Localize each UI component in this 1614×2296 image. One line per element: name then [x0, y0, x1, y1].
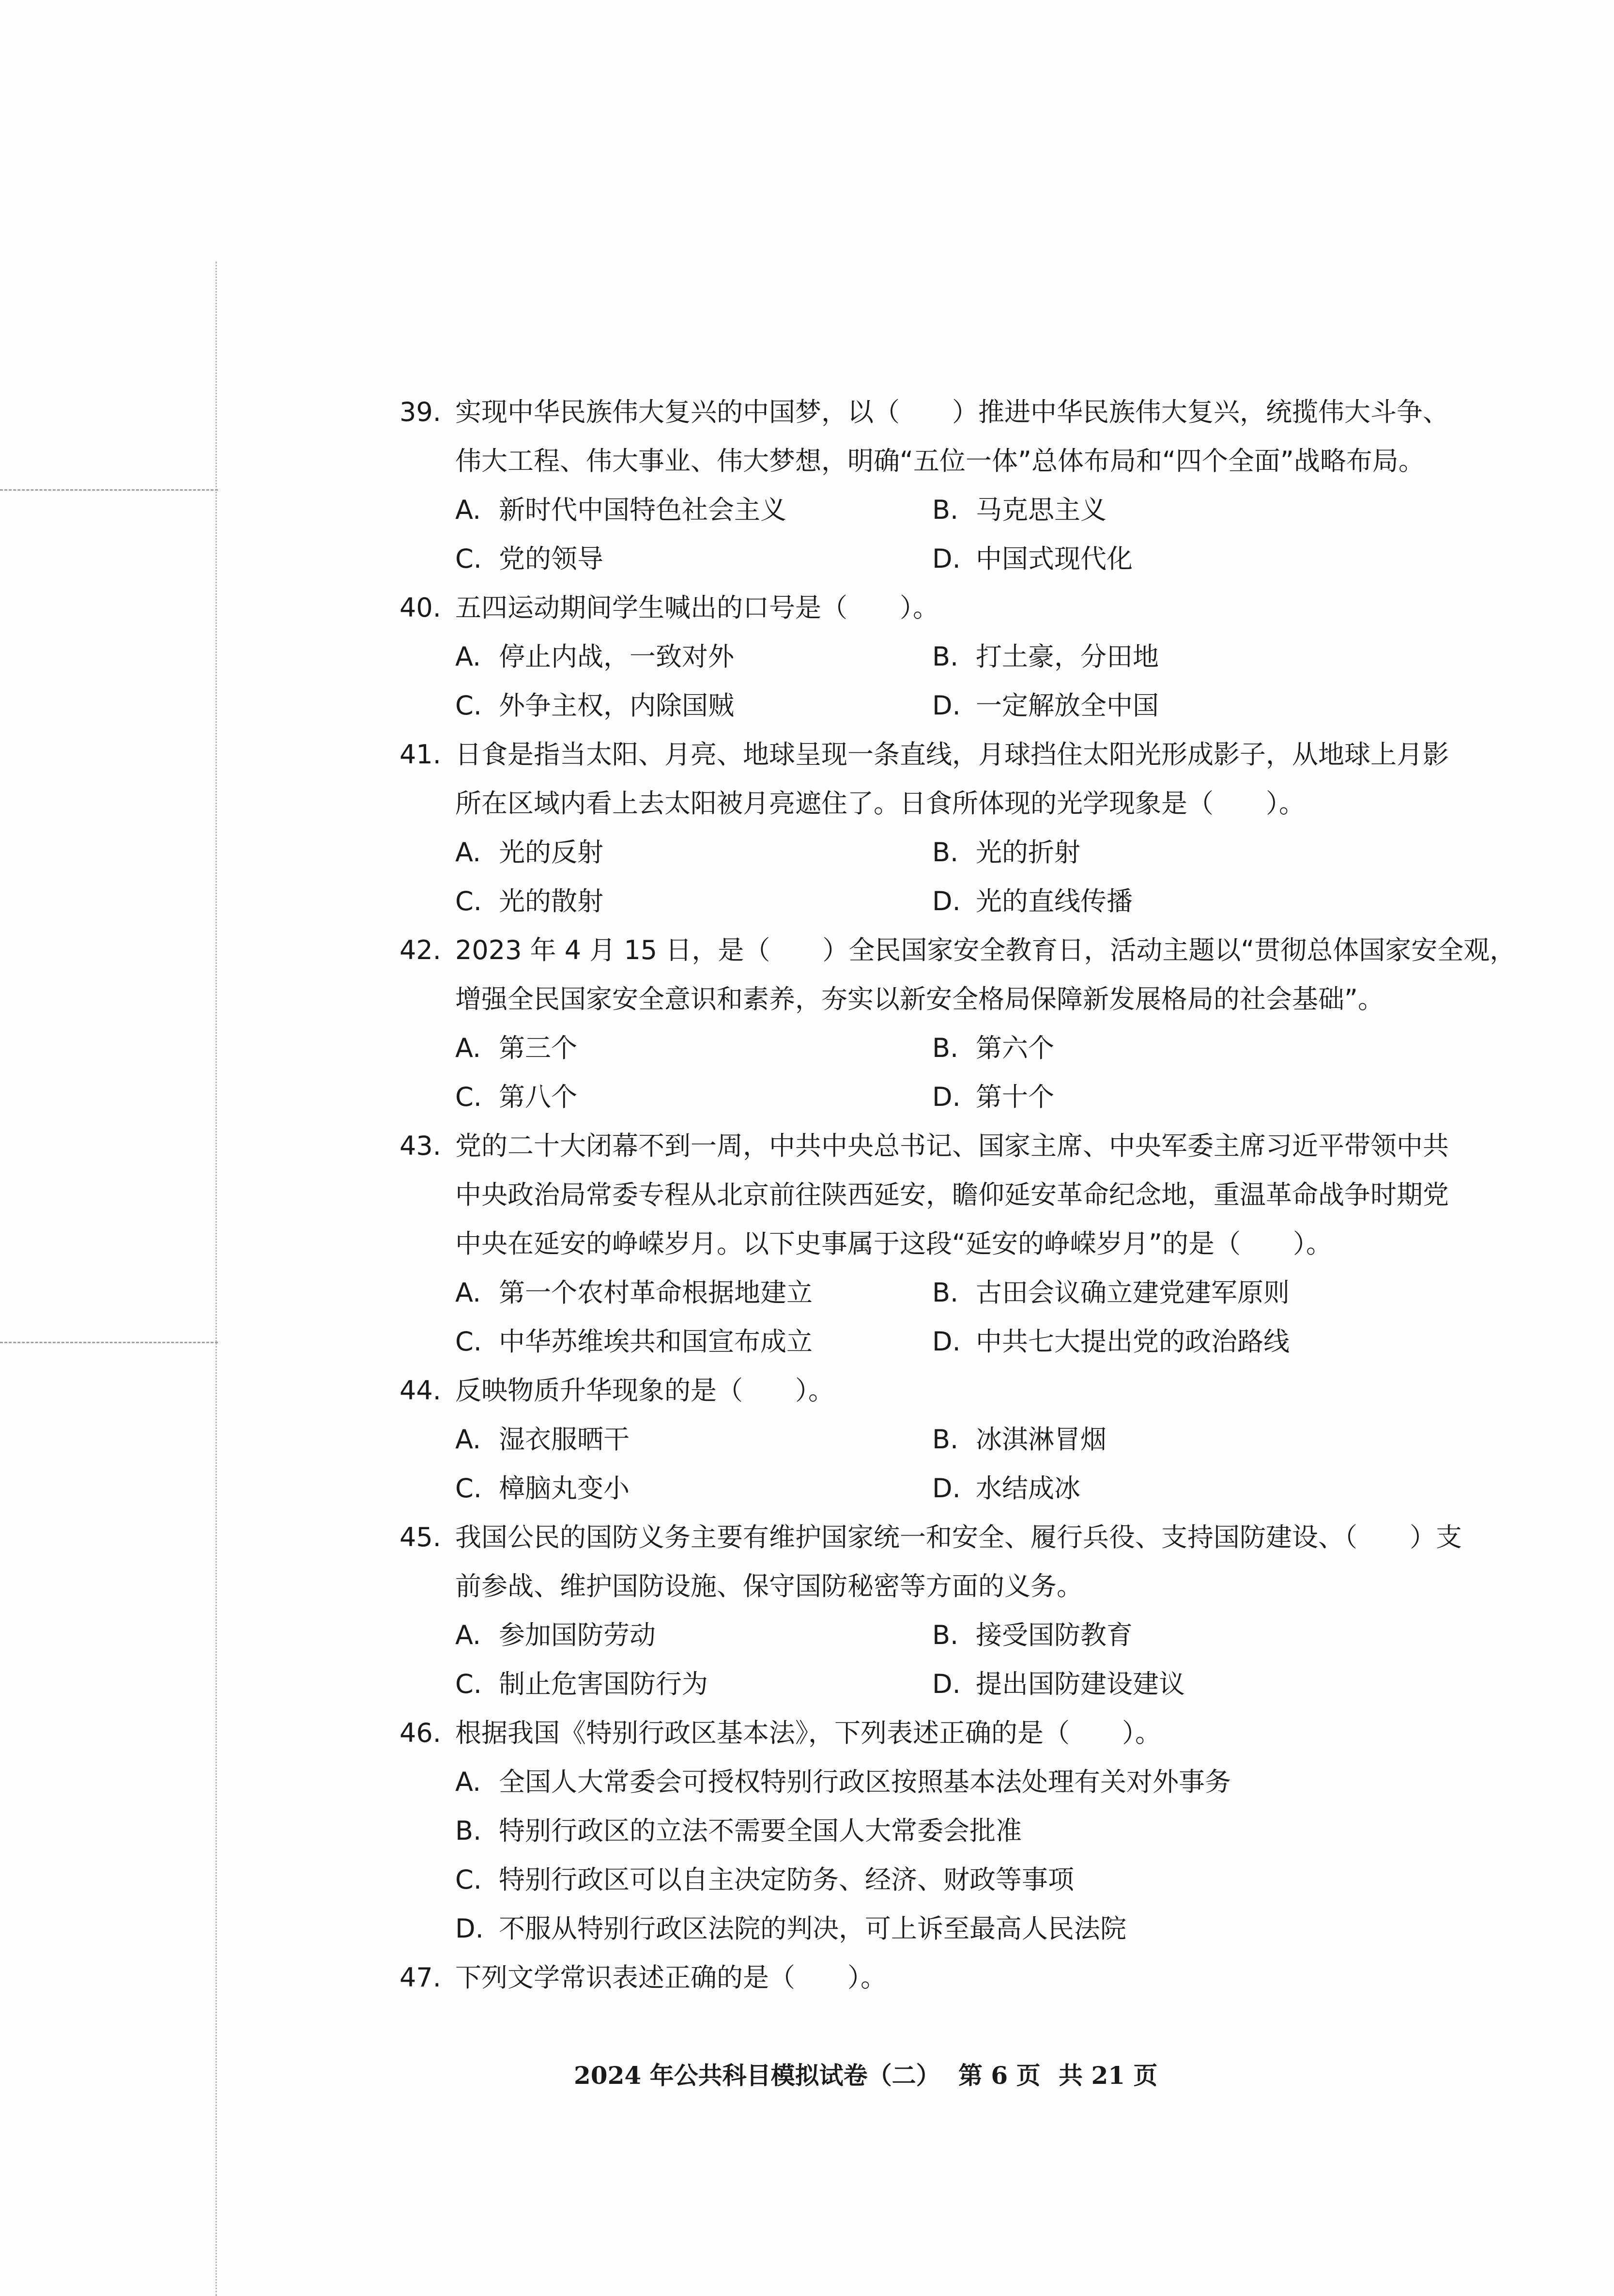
question-text: 我国公民的国防义务主要有维护国家统一和安全、履行兵役、支持国防建设、（ ）支	[455, 1522, 1462, 1552]
option-b	[932, 828, 1080, 877]
option-text: 接受国防教育	[976, 1620, 1133, 1650]
option-label: B.	[932, 1277, 959, 1308]
option-text: 不服从特别行政区法院的判决，可上诉至最高人民法院	[499, 1913, 1126, 1944]
option-row	[400, 1660, 1479, 1708]
option-text: 停止内战，一致对外	[499, 641, 734, 672]
question-stem	[400, 730, 1479, 779]
option-label: A.	[455, 1277, 481, 1308]
option-row	[400, 1072, 1479, 1121]
option-label: C.	[455, 1326, 482, 1357]
question-text: 日食是指当太阳、月亮、地球呈现一条直线，月球挡住太阳光形成影子，从地球上月影	[455, 739, 1449, 770]
question-text: 伟大工程、伟大事业、伟大梦想，明确“五位一体”总体布局和“四个全面”战略布局。	[455, 446, 1425, 476]
question-text: 反映物质升华现象的是（ ）。	[455, 1375, 834, 1406]
binding-line	[215, 262, 217, 2296]
option-c	[455, 1317, 813, 1366]
option-row	[400, 1317, 1479, 1366]
option-row	[400, 1268, 1479, 1317]
option-row	[400, 1415, 1479, 1464]
question-text: 2023 年 4 月 15 日，是（ ）全民国家安全教育日，活动主题以“贯彻总体国家安全观，	[455, 935, 1516, 965]
option-label: C.	[455, 1473, 482, 1504]
option-text: 中华苏维埃共和国宣布成立	[499, 1326, 813, 1357]
option-row	[400, 1855, 1479, 1904]
option-text: 第三个	[499, 1033, 577, 1063]
option-text: 打土豪，分田地	[976, 641, 1159, 672]
option-text: 制止危害国防行为	[499, 1669, 708, 1699]
question-stem	[400, 388, 1479, 436]
option-label: C.	[455, 1864, 482, 1895]
option-a	[455, 632, 734, 681]
option-text: 古田会议确立建党建军原则	[976, 1277, 1290, 1308]
option-b	[932, 632, 1159, 681]
option-text: 参加国防劳动	[499, 1620, 656, 1650]
option-text: 一定解放全中国	[976, 690, 1159, 721]
question-text: 前参战、维护国防设施、保守国防秘密等方面的义务。	[455, 1571, 1083, 1601]
option-text: 第一个农村革命根据地建立	[499, 1277, 813, 1308]
option-text: 光的折射	[976, 837, 1080, 868]
question-number: 45.	[400, 1522, 441, 1552]
option-row	[400, 681, 1479, 730]
option-c	[455, 534, 603, 583]
page-footer	[574, 2056, 1167, 2091]
option-row	[400, 632, 1479, 681]
question-stem	[400, 1121, 1479, 1170]
exam-title: 2024 年公共科目模拟试卷（二）	[574, 2061, 940, 2090]
option-label: A.	[455, 1620, 481, 1650]
option-c	[455, 1660, 708, 1708]
option-label: C.	[455, 1082, 482, 1112]
option-text: 特别行政区可以自主决定防务、经济、财政等事项	[499, 1864, 1074, 1895]
option-b	[932, 1024, 1054, 1072]
question-text-continued	[400, 436, 1479, 485]
question-stem	[400, 1366, 1479, 1415]
option-label: A.	[455, 1033, 481, 1063]
question-text-continued	[400, 975, 1479, 1024]
option-c	[455, 1855, 1074, 1904]
option-label: C.	[455, 690, 482, 721]
question-text: 实现中华民族伟大复兴的中国梦，以（ ）推进中华民族伟大复兴，统揽伟大斗争、	[455, 397, 1449, 427]
option-text: 第八个	[499, 1082, 577, 1112]
option-text: 光的直线传播	[976, 886, 1133, 916]
option-row	[400, 1757, 1479, 1806]
option-text: 第六个	[976, 1033, 1054, 1063]
option-label: C.	[455, 1669, 482, 1699]
question-text-continued	[400, 1562, 1479, 1611]
question-number: 43.	[400, 1131, 441, 1161]
option-row	[400, 1904, 1479, 1953]
option-label: B.	[932, 495, 959, 525]
option-d	[932, 1660, 1185, 1708]
option-row	[400, 877, 1479, 926]
option-d	[932, 1317, 1290, 1366]
option-a	[455, 1415, 630, 1464]
option-text: 水结成冰	[976, 1473, 1080, 1504]
option-label: D.	[932, 690, 961, 721]
option-text: 樟脑丸变小	[499, 1473, 630, 1504]
page-number: 第 6 页	[958, 2061, 1041, 2090]
binding-mark	[0, 1342, 218, 1343]
option-label: D.	[932, 886, 961, 916]
option-text: 外争主权，内除国贼	[499, 690, 734, 721]
option-label: D.	[932, 1473, 961, 1504]
question-text: 增强全民国家安全意识和素养，夯实以新安全格局保障新发展格局的社会基础”。	[455, 984, 1384, 1014]
option-label: B.	[932, 837, 959, 868]
option-row	[400, 1806, 1479, 1855]
option-b	[932, 1611, 1133, 1660]
question-stem	[400, 1513, 1479, 1562]
option-b	[932, 485, 1107, 534]
question-stem	[400, 1708, 1479, 1757]
question-text: 中央在延安的峥嵘岁月。以下史事属于这段“延安的峥嵘岁月”的是（ ）。	[455, 1228, 1332, 1259]
question-number: 47.	[400, 1962, 441, 1993]
option-a	[455, 1024, 577, 1072]
option-a	[455, 1611, 656, 1660]
question-text-continued	[400, 1219, 1479, 1268]
page-total: 共 21 页	[1059, 2061, 1158, 2090]
question-stem	[400, 583, 1479, 632]
option-a	[455, 828, 603, 877]
option-c	[455, 877, 603, 926]
option-label: A.	[455, 837, 481, 868]
option-c	[455, 1464, 630, 1513]
question-number: 42.	[400, 935, 441, 965]
option-text: 中国式现代化	[976, 543, 1133, 574]
option-c	[455, 1072, 577, 1121]
question-text: 所在区域内看上去太阳被月亮遮住了。日食所体现的光学现象是（ ）。	[455, 788, 1305, 819]
option-row	[400, 534, 1479, 583]
question-text: 中央政治局常委专程从北京前往陕西延安，瞻仰延安革命纪念地，重温革命战争时期党	[455, 1179, 1449, 1210]
option-text: 提出国防建设建议	[976, 1669, 1185, 1699]
option-d	[932, 877, 1133, 926]
option-label: D.	[932, 1326, 961, 1357]
option-label: B.	[932, 1033, 959, 1063]
option-text: 光的散射	[499, 886, 603, 916]
option-a	[455, 485, 786, 534]
option-a	[455, 1268, 813, 1317]
option-label: A.	[455, 495, 481, 525]
option-b	[455, 1806, 1022, 1855]
option-b	[932, 1415, 1107, 1464]
option-row	[400, 1464, 1479, 1513]
option-d	[932, 534, 1133, 583]
question-number: 44.	[400, 1375, 441, 1406]
option-b	[932, 1268, 1290, 1317]
option-text: 湿衣服晒干	[499, 1424, 630, 1455]
option-label: D.	[932, 1669, 961, 1699]
option-text: 第十个	[976, 1082, 1054, 1112]
option-label: D.	[932, 1082, 961, 1112]
question-list	[400, 388, 1516, 2002]
option-d	[932, 1072, 1054, 1121]
question-text: 下列文学常识表述正确的是（ ）。	[455, 1962, 887, 1993]
option-label: D.	[932, 543, 961, 574]
option-text: 党的领导	[499, 543, 603, 574]
option-label: A.	[455, 1424, 481, 1455]
question-number: 39.	[400, 397, 441, 427]
option-text: 冰淇淋冒烟	[976, 1424, 1107, 1455]
option-row	[400, 828, 1479, 877]
option-label: B.	[932, 1424, 959, 1455]
option-text: 光的反射	[499, 837, 603, 868]
option-label: D.	[455, 1913, 484, 1944]
option-text: 马克思主义	[976, 495, 1107, 525]
option-label: B.	[932, 1620, 959, 1650]
question-text: 党的二十大闭幕不到一周，中共中央总书记、国家主席、中央军委主席习近平带领中共	[455, 1131, 1449, 1161]
option-row	[400, 1611, 1479, 1660]
question-number: 41.	[400, 739, 441, 770]
question-text: 根据我国《特别行政区基本法》，下列表述正确的是（ ）。	[455, 1718, 1161, 1748]
question-number: 46.	[400, 1718, 441, 1748]
option-label: A.	[455, 641, 481, 672]
option-text: 中共七大提出党的政治路线	[976, 1326, 1290, 1357]
question-number: 40.	[400, 592, 441, 623]
option-text: 特别行政区的立法不需要全国人大常委会批准	[499, 1815, 1022, 1846]
option-c	[455, 681, 734, 730]
option-label: C.	[455, 886, 482, 916]
option-label: B.	[455, 1815, 482, 1846]
option-label: A.	[455, 1767, 481, 1797]
question-text-continued	[400, 779, 1479, 828]
option-a	[455, 1757, 1231, 1806]
option-row	[400, 1024, 1479, 1072]
option-d	[455, 1904, 1126, 1953]
option-d	[932, 681, 1159, 730]
question-text: 五四运动期间学生喊出的口号是（ ）。	[455, 592, 939, 623]
question-stem	[400, 926, 1516, 975]
option-text: 全国人大常委会可授权特别行政区按照基本法处理有关对外事务	[499, 1767, 1231, 1797]
question-text-continued	[400, 1170, 1479, 1219]
option-label: B.	[932, 641, 959, 672]
option-text: 新时代中国特色社会主义	[499, 495, 786, 525]
binding-mark	[0, 489, 218, 491]
option-label: C.	[455, 543, 482, 574]
question-stem	[400, 1953, 1479, 2002]
option-row	[400, 485, 1479, 534]
option-d	[932, 1464, 1080, 1513]
